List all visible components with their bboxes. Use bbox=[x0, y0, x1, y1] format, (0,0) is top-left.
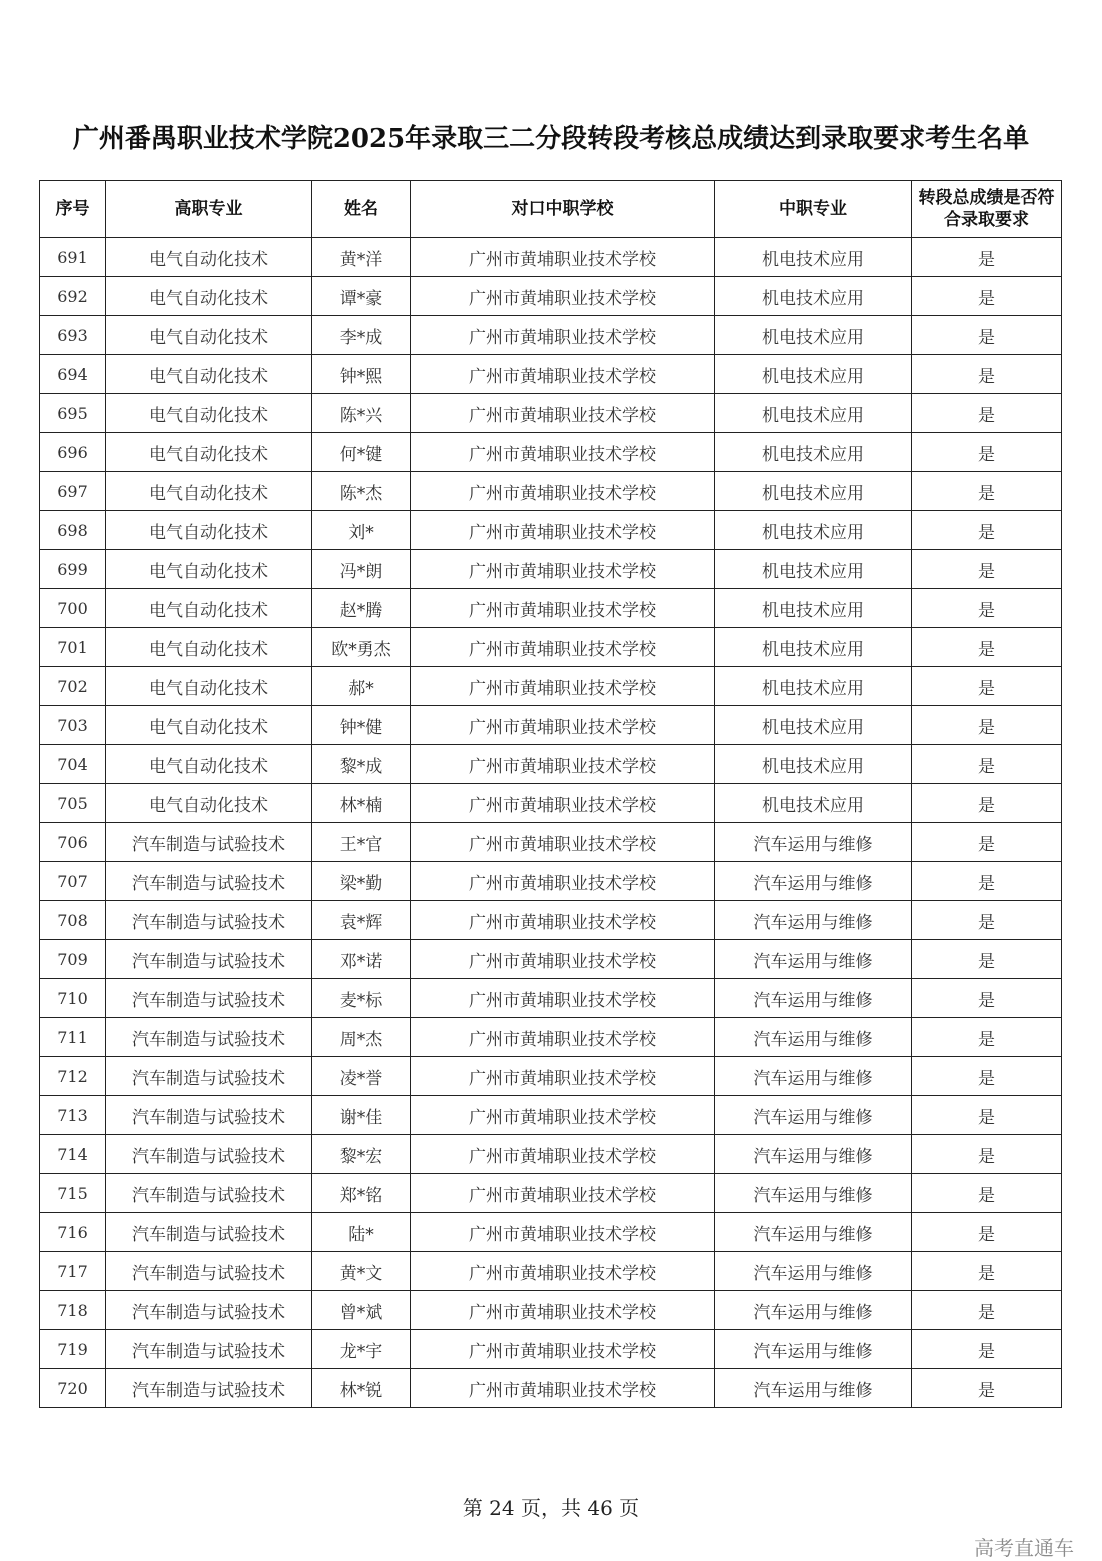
cell-college-major: 电气自动化技术 bbox=[106, 589, 312, 628]
table-row bbox=[40, 1135, 1062, 1174]
table-row bbox=[40, 862, 1062, 901]
cell-secondary-school: 广州市黄埔职业技术学校 bbox=[411, 979, 715, 1018]
cell-qualified: 是 bbox=[912, 901, 1062, 940]
cell-secondary-school: 广州市黄埔职业技术学校 bbox=[411, 238, 715, 277]
cell-secondary-school: 广州市黄埔职业技术学校 bbox=[411, 316, 715, 355]
cell-qualified: 是 bbox=[912, 277, 1062, 316]
cell-secondary-school: 广州市黄埔职业技术学校 bbox=[411, 1213, 715, 1252]
cell-index: 711 bbox=[40, 1018, 106, 1057]
cell-secondary-school: 广州市黄埔职业技术学校 bbox=[411, 1057, 715, 1096]
cell-secondary-major: 机电技术应用 bbox=[715, 355, 912, 394]
cell-qualified: 是 bbox=[912, 550, 1062, 589]
cell-secondary-major: 汽车运用与维修 bbox=[715, 823, 912, 862]
admission-table bbox=[39, 180, 1062, 1408]
cell-name: 谢*佳 bbox=[312, 1096, 411, 1135]
cell-name: 曾*斌 bbox=[312, 1291, 411, 1330]
cell-secondary-school: 广州市黄埔职业技术学校 bbox=[411, 667, 715, 706]
cell-college-major: 电气自动化技术 bbox=[106, 433, 312, 472]
cell-secondary-major: 机电技术应用 bbox=[715, 511, 912, 550]
cell-name: 王*官 bbox=[312, 823, 411, 862]
cell-college-major: 汽车制造与试验技术 bbox=[106, 862, 312, 901]
table-row bbox=[40, 940, 1062, 979]
cell-secondary-major: 机电技术应用 bbox=[715, 472, 912, 511]
cell-college-major: 汽车制造与试验技术 bbox=[106, 1018, 312, 1057]
cell-secondary-school: 广州市黄埔职业技术学校 bbox=[411, 433, 715, 472]
cell-name: 黎*宏 bbox=[312, 1135, 411, 1174]
header-college-major: 高职专业 bbox=[106, 181, 312, 238]
cell-secondary-school: 广州市黄埔职业技术学校 bbox=[411, 823, 715, 862]
cell-index: 707 bbox=[40, 862, 106, 901]
cell-index: 705 bbox=[40, 784, 106, 823]
cell-secondary-major: 机电技术应用 bbox=[715, 784, 912, 823]
cell-college-major: 汽车制造与试验技术 bbox=[106, 1174, 312, 1213]
header-name: 姓名 bbox=[312, 181, 411, 238]
cell-college-major: 汽车制造与试验技术 bbox=[106, 940, 312, 979]
cell-secondary-school: 广州市黄埔职业技术学校 bbox=[411, 1174, 715, 1213]
cell-secondary-school: 广州市黄埔职业技术学校 bbox=[411, 901, 715, 940]
header-secondary-school: 对口中职学校 bbox=[411, 181, 715, 238]
cell-college-major: 电气自动化技术 bbox=[106, 667, 312, 706]
table-body bbox=[40, 238, 1062, 1408]
table-row bbox=[40, 1213, 1062, 1252]
cell-secondary-major: 汽车运用与维修 bbox=[715, 1096, 912, 1135]
cell-name: 周*杰 bbox=[312, 1018, 411, 1057]
cell-name: 刘* bbox=[312, 511, 411, 550]
cell-secondary-major: 汽车运用与维修 bbox=[715, 1291, 912, 1330]
cell-index: 719 bbox=[40, 1330, 106, 1369]
cell-qualified: 是 bbox=[912, 862, 1062, 901]
cell-secondary-major: 汽车运用与维修 bbox=[715, 1174, 912, 1213]
cell-qualified: 是 bbox=[912, 1135, 1062, 1174]
cell-secondary-school: 广州市黄埔职业技术学校 bbox=[411, 1369, 715, 1408]
cell-index: 717 bbox=[40, 1252, 106, 1291]
cell-name: 何*键 bbox=[312, 433, 411, 472]
cell-qualified: 是 bbox=[912, 1369, 1062, 1408]
cell-qualified: 是 bbox=[912, 823, 1062, 862]
cell-name: 钟*熙 bbox=[312, 355, 411, 394]
cell-college-major: 电气自动化技术 bbox=[106, 628, 312, 667]
cell-name: 黄*文 bbox=[312, 1252, 411, 1291]
table-row bbox=[40, 745, 1062, 784]
table-header-row bbox=[40, 181, 1062, 238]
cell-index: 720 bbox=[40, 1369, 106, 1408]
cell-secondary-major: 机电技术应用 bbox=[715, 277, 912, 316]
cell-qualified: 是 bbox=[912, 628, 1062, 667]
cell-secondary-school: 广州市黄埔职业技术学校 bbox=[411, 472, 715, 511]
page-number: 第 24 页，共 46 页 bbox=[462, 1496, 640, 1520]
cell-secondary-major: 汽车运用与维修 bbox=[715, 1213, 912, 1252]
cell-name: 龙*宇 bbox=[312, 1330, 411, 1369]
cell-index: 702 bbox=[40, 667, 106, 706]
cell-college-major: 汽车制造与试验技术 bbox=[106, 1135, 312, 1174]
cell-name: 黎*成 bbox=[312, 745, 411, 784]
cell-college-major: 电气自动化技术 bbox=[106, 277, 312, 316]
cell-secondary-school: 广州市黄埔职业技术学校 bbox=[411, 1135, 715, 1174]
cell-qualified: 是 bbox=[912, 1213, 1062, 1252]
cell-qualified: 是 bbox=[912, 1252, 1062, 1291]
table-row bbox=[40, 472, 1062, 511]
cell-name: 林*锐 bbox=[312, 1369, 411, 1408]
table-row bbox=[40, 355, 1062, 394]
table-row bbox=[40, 1291, 1062, 1330]
cell-qualified: 是 bbox=[912, 667, 1062, 706]
cell-qualified: 是 bbox=[912, 394, 1062, 433]
cell-secondary-school: 广州市黄埔职业技术学校 bbox=[411, 706, 715, 745]
cell-name: 梁*勤 bbox=[312, 862, 411, 901]
cell-qualified: 是 bbox=[912, 1057, 1062, 1096]
cell-qualified: 是 bbox=[912, 511, 1062, 550]
cell-secondary-school: 广州市黄埔职业技术学校 bbox=[411, 1291, 715, 1330]
cell-qualified: 是 bbox=[912, 238, 1062, 277]
cell-index: 694 bbox=[40, 355, 106, 394]
cell-index: 712 bbox=[40, 1057, 106, 1096]
table-row bbox=[40, 316, 1062, 355]
table-row bbox=[40, 589, 1062, 628]
table-row bbox=[40, 667, 1062, 706]
cell-secondary-major: 汽车运用与维修 bbox=[715, 940, 912, 979]
cell-index: 691 bbox=[40, 238, 106, 277]
cell-college-major: 电气自动化技术 bbox=[106, 355, 312, 394]
cell-college-major: 汽车制造与试验技术 bbox=[106, 1330, 312, 1369]
cell-name: 冯*朗 bbox=[312, 550, 411, 589]
cell-college-major: 汽车制造与试验技术 bbox=[106, 1213, 312, 1252]
cell-secondary-major: 汽车运用与维修 bbox=[715, 1369, 912, 1408]
cell-secondary-major: 机电技术应用 bbox=[715, 433, 912, 472]
cell-college-major: 汽车制造与试验技术 bbox=[106, 1057, 312, 1096]
cell-qualified: 是 bbox=[912, 1018, 1062, 1057]
cell-index: 706 bbox=[40, 823, 106, 862]
cell-qualified: 是 bbox=[912, 433, 1062, 472]
cell-secondary-major: 汽车运用与维修 bbox=[715, 1018, 912, 1057]
cell-secondary-major: 机电技术应用 bbox=[715, 316, 912, 355]
cell-secondary-school: 广州市黄埔职业技术学校 bbox=[411, 745, 715, 784]
cell-college-major: 电气自动化技术 bbox=[106, 316, 312, 355]
cell-name: 钟*健 bbox=[312, 706, 411, 745]
cell-index: 710 bbox=[40, 979, 106, 1018]
cell-index: 709 bbox=[40, 940, 106, 979]
table-row bbox=[40, 1018, 1062, 1057]
cell-name: 欧*勇杰 bbox=[312, 628, 411, 667]
table-row bbox=[40, 784, 1062, 823]
watermark: 高考直通车 bbox=[974, 1536, 1074, 1560]
header-secondary-major: 中职专业 bbox=[715, 181, 912, 238]
cell-secondary-school: 广州市黄埔职业技术学校 bbox=[411, 511, 715, 550]
cell-secondary-major: 汽车运用与维修 bbox=[715, 862, 912, 901]
cell-secondary-school: 广州市黄埔职业技术学校 bbox=[411, 394, 715, 433]
document-title: 广州番禺职业技术学院2025年录取三二分段转段考核总成绩达到录取要求考生名单 bbox=[72, 124, 1030, 154]
cell-qualified: 是 bbox=[912, 940, 1062, 979]
table-row bbox=[40, 1057, 1062, 1096]
cell-college-major: 汽车制造与试验技术 bbox=[106, 1369, 312, 1408]
cell-secondary-school: 广州市黄埔职业技术学校 bbox=[411, 550, 715, 589]
table-row bbox=[40, 550, 1062, 589]
cell-index: 700 bbox=[40, 589, 106, 628]
table-row bbox=[40, 901, 1062, 940]
cell-qualified: 是 bbox=[912, 979, 1062, 1018]
table-row bbox=[40, 511, 1062, 550]
cell-qualified: 是 bbox=[912, 745, 1062, 784]
cell-qualified: 是 bbox=[912, 784, 1062, 823]
table-row bbox=[40, 1252, 1062, 1291]
cell-qualified: 是 bbox=[912, 316, 1062, 355]
cell-secondary-major: 机电技术应用 bbox=[715, 394, 912, 433]
cell-qualified: 是 bbox=[912, 1291, 1062, 1330]
cell-college-major: 汽车制造与试验技术 bbox=[106, 979, 312, 1018]
cell-qualified: 是 bbox=[912, 1174, 1062, 1213]
cell-name: 凌*誉 bbox=[312, 1057, 411, 1096]
table-row bbox=[40, 1369, 1062, 1408]
table-row bbox=[40, 706, 1062, 745]
cell-secondary-major: 机电技术应用 bbox=[715, 628, 912, 667]
cell-qualified: 是 bbox=[912, 589, 1062, 628]
cell-college-major: 电气自动化技术 bbox=[106, 745, 312, 784]
cell-index: 696 bbox=[40, 433, 106, 472]
cell-college-major: 电气自动化技术 bbox=[106, 472, 312, 511]
cell-name: 林*楠 bbox=[312, 784, 411, 823]
cell-college-major: 电气自动化技术 bbox=[106, 238, 312, 277]
cell-college-major: 汽车制造与试验技术 bbox=[106, 1096, 312, 1135]
cell-index: 697 bbox=[40, 472, 106, 511]
header-index: 序号 bbox=[40, 181, 106, 238]
cell-qualified: 是 bbox=[912, 1330, 1062, 1369]
cell-secondary-major: 机电技术应用 bbox=[715, 589, 912, 628]
cell-college-major: 电气自动化技术 bbox=[106, 706, 312, 745]
cell-secondary-school: 广州市黄埔职业技术学校 bbox=[411, 1330, 715, 1369]
table-row bbox=[40, 823, 1062, 862]
cell-index: 695 bbox=[40, 394, 106, 433]
cell-secondary-school: 广州市黄埔职业技术学校 bbox=[411, 862, 715, 901]
table-row bbox=[40, 394, 1062, 433]
cell-index: 703 bbox=[40, 706, 106, 745]
table-row bbox=[40, 979, 1062, 1018]
cell-name: 赵*腾 bbox=[312, 589, 411, 628]
table-row bbox=[40, 1330, 1062, 1369]
cell-college-major: 电气自动化技术 bbox=[106, 511, 312, 550]
cell-index: 692 bbox=[40, 277, 106, 316]
cell-index: 718 bbox=[40, 1291, 106, 1330]
cell-qualified: 是 bbox=[912, 706, 1062, 745]
cell-college-major: 汽车制造与试验技术 bbox=[106, 823, 312, 862]
cell-secondary-school: 广州市黄埔职业技术学校 bbox=[411, 1096, 715, 1135]
cell-college-major: 电气自动化技术 bbox=[106, 784, 312, 823]
cell-index: 699 bbox=[40, 550, 106, 589]
cell-secondary-major: 机电技术应用 bbox=[715, 550, 912, 589]
cell-index: 708 bbox=[40, 901, 106, 940]
cell-secondary-school: 广州市黄埔职业技术学校 bbox=[411, 355, 715, 394]
cell-index: 716 bbox=[40, 1213, 106, 1252]
cell-index: 704 bbox=[40, 745, 106, 784]
cell-index: 693 bbox=[40, 316, 106, 355]
cell-secondary-major: 汽车运用与维修 bbox=[715, 1057, 912, 1096]
cell-college-major: 汽车制造与试验技术 bbox=[106, 1252, 312, 1291]
cell-qualified: 是 bbox=[912, 1096, 1062, 1135]
cell-name: 黄*洋 bbox=[312, 238, 411, 277]
cell-secondary-school: 广州市黄埔职业技术学校 bbox=[411, 628, 715, 667]
cell-name: 郑*铭 bbox=[312, 1174, 411, 1213]
cell-secondary-major: 机电技术应用 bbox=[715, 706, 912, 745]
cell-name: 袁*辉 bbox=[312, 901, 411, 940]
cell-qualified: 是 bbox=[912, 355, 1062, 394]
table-row bbox=[40, 1096, 1062, 1135]
cell-name: 陈*兴 bbox=[312, 394, 411, 433]
cell-name: 郝* bbox=[312, 667, 411, 706]
cell-secondary-school: 广州市黄埔职业技术学校 bbox=[411, 784, 715, 823]
cell-secondary-major: 机电技术应用 bbox=[715, 238, 912, 277]
cell-secondary-major: 机电技术应用 bbox=[715, 745, 912, 784]
cell-name: 陈*杰 bbox=[312, 472, 411, 511]
cell-name: 麦*标 bbox=[312, 979, 411, 1018]
cell-name: 李*成 bbox=[312, 316, 411, 355]
table-row bbox=[40, 277, 1062, 316]
cell-index: 715 bbox=[40, 1174, 106, 1213]
cell-secondary-major: 机电技术应用 bbox=[715, 667, 912, 706]
cell-secondary-school: 广州市黄埔职业技术学校 bbox=[411, 277, 715, 316]
cell-index: 698 bbox=[40, 511, 106, 550]
table-row bbox=[40, 433, 1062, 472]
cell-qualified: 是 bbox=[912, 472, 1062, 511]
cell-college-major: 汽车制造与试验技术 bbox=[106, 901, 312, 940]
table-row bbox=[40, 238, 1062, 277]
cell-secondary-school: 广州市黄埔职业技术学校 bbox=[411, 589, 715, 628]
cell-index: 713 bbox=[40, 1096, 106, 1135]
cell-secondary-school: 广州市黄埔职业技术学校 bbox=[411, 1252, 715, 1291]
cell-secondary-school: 广州市黄埔职业技术学校 bbox=[411, 940, 715, 979]
table-row bbox=[40, 628, 1062, 667]
cell-secondary-major: 汽车运用与维修 bbox=[715, 1330, 912, 1369]
cell-secondary-major: 汽车运用与维修 bbox=[715, 901, 912, 940]
cell-college-major: 电气自动化技术 bbox=[106, 394, 312, 433]
cell-index: 714 bbox=[40, 1135, 106, 1174]
cell-name: 陆* bbox=[312, 1213, 411, 1252]
cell-name: 邓*诺 bbox=[312, 940, 411, 979]
cell-secondary-major: 汽车运用与维修 bbox=[715, 1252, 912, 1291]
header-qualified: 转段总成绩是否符合录取要求 bbox=[912, 181, 1062, 238]
cell-name: 谭*豪 bbox=[312, 277, 411, 316]
cell-secondary-major: 汽车运用与维修 bbox=[715, 979, 912, 1018]
cell-college-major: 汽车制造与试验技术 bbox=[106, 1291, 312, 1330]
cell-secondary-school: 广州市黄埔职业技术学校 bbox=[411, 1018, 715, 1057]
cell-secondary-major: 汽车运用与维修 bbox=[715, 1135, 912, 1174]
cell-index: 701 bbox=[40, 628, 106, 667]
cell-college-major: 电气自动化技术 bbox=[106, 550, 312, 589]
table-row bbox=[40, 1174, 1062, 1213]
